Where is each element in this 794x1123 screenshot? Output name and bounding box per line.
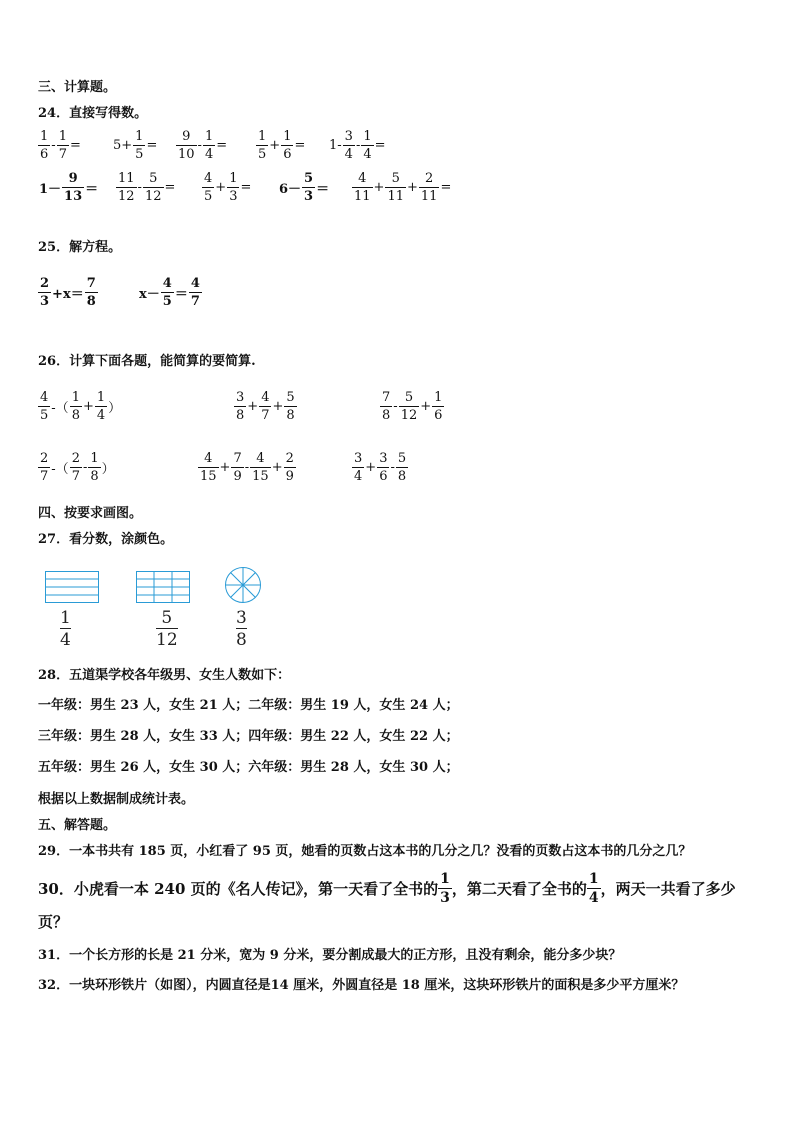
q26-row2-expr-3	[352, 452, 408, 483]
q27-fraction-3	[236, 608, 247, 650]
q26-title: 26．计算下面各题，能简算的要简算.	[38, 354, 256, 369]
numerator: 9	[182, 129, 191, 144]
operator: +	[269, 138, 281, 153]
numerator: 3	[354, 451, 363, 466]
operator: =	[240, 180, 252, 195]
q24-row2-expr-5	[352, 172, 452, 203]
q28-line-3: 五年级：男生 26 人，女生 30 人；六年级：男生 28 人，女生 30 人；	[38, 760, 459, 775]
denominator: 3	[304, 189, 314, 204]
operator: +	[420, 399, 432, 414]
numerator: 5	[404, 390, 414, 405]
operator: =	[440, 180, 452, 195]
numerator: 3	[344, 129, 353, 144]
operator: -（	[51, 462, 69, 477]
q27-fraction-2	[156, 608, 178, 650]
numerator: 1	[90, 451, 99, 466]
q30-part-b: ，第二天看了全书的	[451, 879, 587, 898]
fraction	[39, 452, 49, 483]
numerator: 1	[135, 129, 144, 144]
operator: -	[137, 180, 142, 195]
denominator: 4	[363, 147, 372, 162]
denominator: 4	[588, 890, 599, 906]
numerator: 1	[40, 129, 49, 144]
denominator: 6	[40, 147, 49, 162]
denominator: 4	[96, 408, 106, 423]
denominator: 9	[233, 469, 242, 484]
numerator: 1	[71, 390, 80, 405]
q27-fraction-1	[60, 608, 71, 650]
q27-circle-8-sectors	[224, 566, 262, 604]
numerator: 3	[379, 451, 388, 466]
denominator: 11	[420, 189, 438, 204]
fraction	[39, 277, 50, 308]
fraction	[86, 277, 97, 308]
operator: =	[216, 138, 228, 153]
operator: x－	[139, 287, 160, 302]
fraction	[285, 391, 295, 422]
fraction	[381, 391, 391, 422]
numerator: 2	[40, 451, 49, 466]
fraction	[433, 391, 443, 422]
section-4-heading: 四、按要求画图。	[38, 506, 143, 521]
denominator: 13	[64, 189, 83, 204]
fraction	[63, 172, 83, 203]
denominator: 5	[162, 294, 172, 309]
operator: -	[197, 138, 202, 153]
q24-row2-expr-4	[278, 172, 330, 203]
numerator: 1	[258, 129, 267, 144]
denominator: 10	[178, 147, 195, 162]
fraction	[353, 172, 372, 203]
denominator: 3	[440, 890, 450, 906]
denominator: 7	[58, 147, 67, 162]
operator: 6－	[279, 182, 302, 197]
fraction	[260, 391, 270, 422]
q24-row1-expr-1	[38, 130, 82, 161]
numerator: 4	[190, 276, 200, 291]
denominator: 8	[382, 408, 391, 423]
q28-title: 28．五道渠学校各年级男、女生人数如下：	[38, 668, 291, 683]
fraction	[232, 452, 242, 483]
q25-equation-1	[38, 277, 98, 308]
numerator: 5	[397, 451, 407, 466]
numerator: 4	[40, 390, 49, 405]
operator: -（	[51, 401, 69, 416]
operator: 1-	[329, 138, 342, 153]
fraction	[235, 391, 245, 422]
fraction	[144, 172, 163, 203]
denominator: 4	[344, 147, 353, 162]
fraction	[117, 172, 136, 203]
q30-fraction-2	[588, 872, 600, 905]
operator: +	[82, 399, 94, 414]
q30-fraction-1	[439, 872, 451, 905]
q26-row1-expr-1	[38, 391, 122, 422]
fraction	[251, 452, 270, 483]
fraction	[400, 391, 419, 422]
operator: -	[51, 138, 56, 153]
numerator: 5	[149, 171, 158, 186]
denominator: 15	[200, 469, 217, 484]
denominator: 7	[40, 469, 49, 484]
q32-text: 32．一块环形铁片（如图），内圆直径是14 厘米，外圆直径是 18 厘米，这块环形铁片的面积是多少平方厘米？	[38, 978, 685, 993]
section-3-heading: 三、计算题。	[38, 80, 117, 95]
numerator: 5	[391, 171, 400, 186]
operator: ）	[108, 401, 122, 416]
numerator: 4	[358, 171, 367, 186]
denominator: 12	[118, 189, 135, 204]
q28-line-2: 三年级：男生 28 人，女生 33 人；四年级：男生 22 人，女生 22 人；	[38, 729, 459, 744]
denominator: 5	[258, 147, 267, 162]
denominator: 7	[71, 469, 80, 484]
denominator: 7	[261, 408, 270, 423]
denominator: 12	[144, 189, 162, 204]
q30-part-a: 30．小虎看一本 240 页的《名人传记》，第一天看了全书的	[38, 879, 439, 898]
q26-row2-expr-1	[38, 452, 116, 483]
numerator: 4	[204, 451, 213, 466]
fraction	[204, 130, 214, 161]
operator: =	[146, 138, 158, 153]
operator: +	[407, 180, 418, 195]
numerator: 1	[96, 390, 106, 405]
denominator: 6	[283, 147, 292, 162]
numerator: 1	[440, 871, 450, 887]
fraction	[71, 452, 81, 483]
q27-rectangle-12-grid	[136, 571, 190, 603]
fraction	[228, 172, 238, 203]
denominator: 8	[86, 294, 96, 309]
q24-row1-expr-3	[176, 130, 228, 161]
q30-text	[38, 872, 736, 905]
operator: -	[355, 138, 361, 153]
q24-row1-expr-5	[328, 130, 387, 161]
q30-part-c: ，两天一共看了多少	[600, 879, 736, 898]
denominator: 11	[387, 189, 404, 204]
q29-text: 29．一本书共有 185 页，小红看了 95 页，她看的页数占这本书的几分之几？没看的页数占这本书的几分之几？	[38, 844, 692, 859]
fraction	[58, 130, 68, 161]
numerator: 7	[86, 276, 96, 291]
operator: +	[219, 460, 231, 475]
q24-row1-expr-2	[112, 130, 158, 161]
operator: +	[247, 399, 259, 414]
fraction	[162, 277, 173, 308]
denominator: 12	[400, 408, 418, 423]
q28-line-1: 一年级：男生 23 人，女生 21 人；二年级：男生 19 人，女生 24 人；	[38, 698, 459, 713]
numerator: 1	[588, 871, 599, 887]
fraction	[344, 130, 354, 161]
operator: -	[393, 399, 398, 414]
denominator: 9	[285, 469, 294, 484]
denominator: 6	[379, 469, 388, 484]
numerator: 7	[382, 390, 391, 405]
numerator: 5	[286, 390, 295, 405]
operator: 5+	[113, 138, 133, 153]
denominator: 6	[434, 408, 443, 423]
q26-row1-expr-3	[380, 391, 444, 422]
numerator: 5	[161, 608, 173, 628]
q26-row1-expr-2	[234, 391, 297, 422]
operator: =	[69, 138, 81, 153]
denominator: 8	[90, 469, 99, 484]
numerator: 1	[60, 608, 71, 628]
operator: =	[294, 138, 306, 153]
operator: ＝	[316, 182, 330, 197]
q27-rectangle-4-strips	[45, 571, 99, 603]
numerator: 1	[58, 129, 67, 144]
denominator: 8	[71, 408, 80, 423]
denominator: 5	[40, 408, 49, 423]
numerator: 1	[363, 129, 372, 144]
operator: ＝	[85, 182, 99, 197]
operator: +	[271, 460, 283, 475]
q25-equation-2	[138, 277, 202, 308]
fraction	[203, 172, 213, 203]
fraction	[89, 452, 99, 483]
denominator: 11	[354, 189, 371, 204]
numerator: 4	[162, 276, 172, 291]
q27-title: 27．看分数，涂颜色。	[38, 532, 174, 547]
operator: =	[374, 138, 386, 153]
q26-row2-expr-2	[198, 452, 296, 483]
denominator: 4	[204, 147, 214, 162]
operator: +	[365, 460, 377, 475]
numerator: 3	[236, 390, 245, 405]
numerator: 1	[229, 171, 238, 186]
fraction	[282, 130, 292, 161]
operator: ＝	[174, 287, 188, 302]
operator: 1－	[39, 182, 62, 197]
numerator: 4	[256, 451, 265, 466]
fraction	[378, 452, 388, 483]
fraction	[134, 130, 144, 161]
denominator: 5	[135, 147, 144, 162]
fraction	[190, 277, 201, 308]
denominator: 8	[397, 469, 407, 484]
numerator: 1	[283, 129, 292, 144]
denominator: 7	[190, 294, 200, 309]
denominator: 8	[286, 408, 295, 423]
operator: +	[272, 399, 284, 414]
numerator: 11	[118, 171, 135, 186]
q30-continuation: 页？	[38, 913, 69, 931]
denominator: 8	[236, 630, 247, 650]
fraction	[362, 130, 372, 161]
q24-row2-expr-1	[38, 172, 99, 203]
numerator: 2	[425, 171, 434, 186]
operator: +	[373, 180, 385, 195]
operator: -	[244, 460, 250, 475]
operator: =	[164, 180, 176, 195]
q24-row2-expr-2	[116, 172, 176, 203]
operator: +x＝	[52, 287, 84, 302]
denominator: 3	[40, 294, 50, 309]
numerator: 4	[204, 171, 213, 186]
numerator: 3	[236, 608, 247, 628]
fraction	[39, 391, 49, 422]
numerator: 1	[434, 390, 443, 405]
q24-row1-expr-4	[256, 130, 306, 161]
q31-text: 31．一个长方形的长是 21 分米，宽为 9 分米，要分割成最大的正方形，且没有剩余，能分多少块？	[38, 948, 622, 963]
fraction	[303, 172, 314, 203]
numerator: 1	[204, 129, 214, 144]
denominator: 4	[354, 469, 363, 484]
numerator: 4	[261, 390, 270, 405]
fraction	[353, 452, 363, 483]
q28-line-4: 根据以上数据制成统计表。	[38, 792, 195, 807]
numerator: 9	[68, 171, 78, 186]
numerator: 7	[233, 451, 242, 466]
fraction	[285, 452, 295, 483]
denominator: 15	[252, 469, 269, 484]
fraction	[71, 391, 81, 422]
denominator: 5	[204, 189, 213, 204]
denominator: 8	[236, 408, 245, 423]
q25-title: 25．解方程。	[38, 240, 122, 255]
fraction	[397, 452, 407, 483]
fraction	[199, 452, 218, 483]
numerator: 2	[40, 276, 50, 291]
fraction	[39, 130, 49, 161]
operator: ）	[101, 462, 115, 477]
denominator: 3	[229, 189, 238, 204]
numerator: 5	[304, 171, 314, 186]
denominator: 4	[60, 630, 71, 650]
fraction	[420, 172, 439, 203]
fraction	[177, 130, 196, 161]
operator: +	[215, 180, 227, 195]
fraction	[96, 391, 106, 422]
q24-title: 24．直接写得数。	[38, 106, 148, 121]
denominator: 12	[156, 630, 178, 650]
fraction	[386, 172, 405, 203]
operator: -	[82, 460, 88, 475]
operator: -	[390, 460, 395, 475]
numerator: 2	[285, 451, 294, 466]
q24-row2-expr-3	[202, 172, 252, 203]
fraction	[257, 130, 267, 161]
section-5-heading: 五、解答题。	[38, 818, 117, 833]
numerator: 2	[71, 451, 80, 466]
